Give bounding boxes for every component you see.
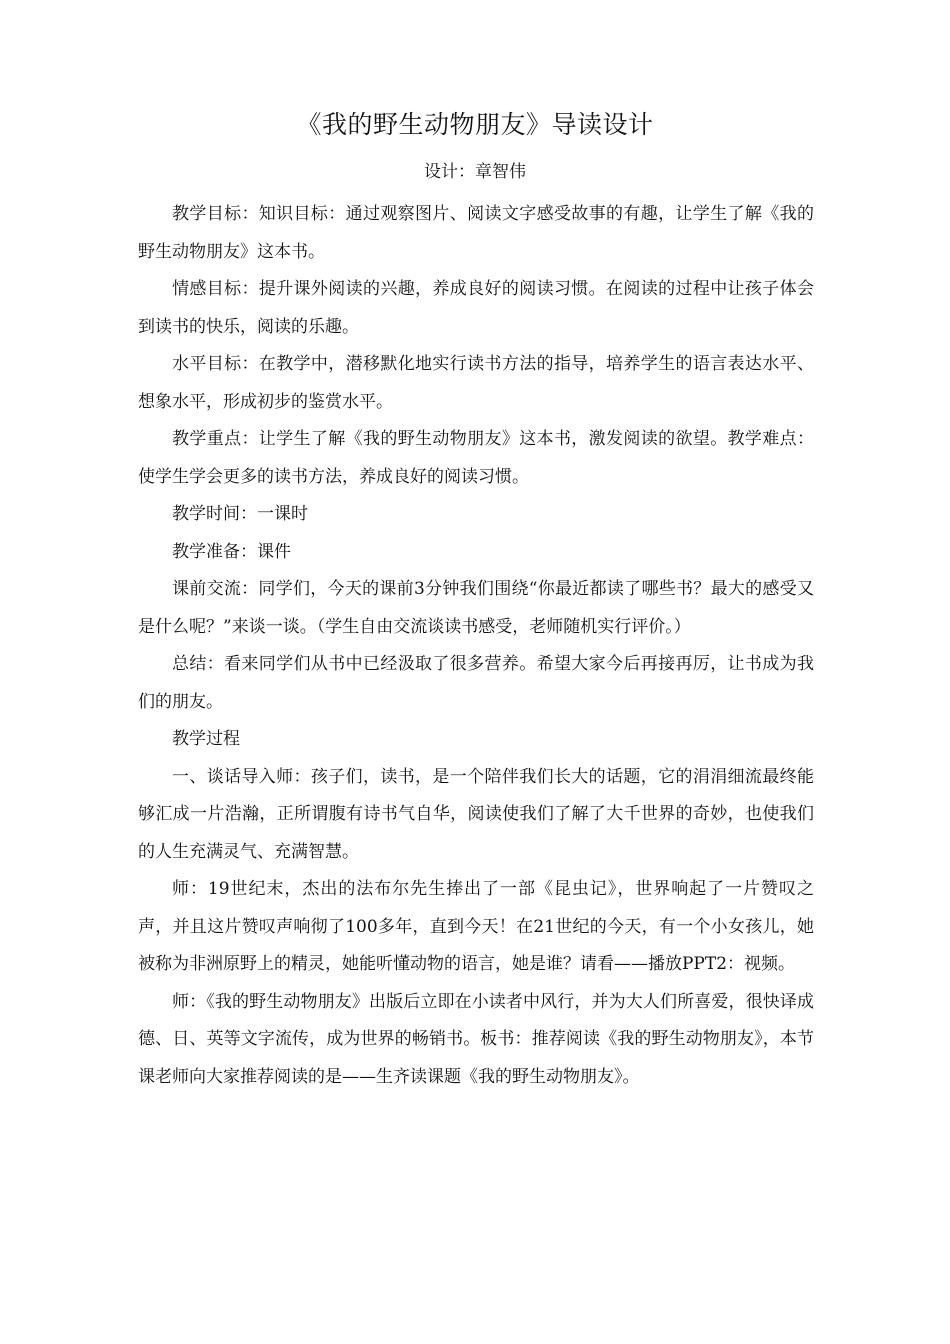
paragraph-pre-class-talk: 课前交流：同学们，今天的课前3分钟我们围绕“你最近都读了哪些书？最大的感受又是什么呢？”来谈一谈。（学生自由交流谈读书感受，老师随机实行评价。） bbox=[138, 579, 814, 637]
paragraph-process-heading: 教学过程 bbox=[172, 729, 240, 749]
paragraph-emotion-goal: 情感目标：提升课外阅读的兴趣，养成良好的阅读习惯。在阅读的过程中让孩子体会到读书的快乐，阅读的乐趣。 bbox=[138, 279, 814, 337]
paragraph-book-recommendation: 师：《我的野生动物朋友》出版后立即在小读者中风行，并为大人们所喜爱，很快译成德、日、英等文字流传，成为世界的畅销书。板书：推荐阅读《我的野生动物朋友》，本节课老师向大家推荐阅读的是——生齐读课题《我的野生动物朋友》。 bbox=[138, 991, 814, 1087]
document-title: 《我的野生动物朋友》导读设计 bbox=[296, 110, 654, 139]
paragraph-teaching-prep: 教学准备：课件 bbox=[172, 541, 291, 562]
paragraph-knowledge-goal: 教学目标：知识目标：通过观察图片、阅读文字感受故事的有趣，让学生了解《我的野生动物朋友》这本书。 bbox=[138, 204, 814, 262]
paragraph-summary: 总结：看来同学们从书中已经汲取了很多营养。希望大家今后再接再厉，让书成为我们的朋友。 bbox=[138, 654, 814, 712]
paragraph-key-points: 教学重点：让学生了解《我的野生动物朋友》这本书，激发阅读的欲望。教学难点：使学生学会更多的读书方法，养成良好的阅读习惯。 bbox=[138, 429, 814, 487]
paragraph-ability-goal: 水平目标：在教学中，潜移默化地实行读书方法的指导，培养学生的语言表达水平、想象水平，形成初步的鉴赏水平。 bbox=[138, 354, 814, 412]
paragraph-teaching-time: 教学时间：一课时 bbox=[172, 504, 308, 524]
author-line: 设计：章智伟 bbox=[424, 162, 526, 182]
paragraph-fabre: 师：19世纪末，杰出的法布尔先生捧出了一部《昆虫记》，世界响起了一片赞叹之声，并且这片赞叹声响彻了100多年，直到今天！在21世纪的今天，有一个小女孩儿，她被称为非洲原野上的精灵，她能听懂动物的语言，她是谁？请看——播放PPT2：视频。 bbox=[138, 879, 814, 974]
document-body bbox=[138, 196, 814, 1096]
paragraph-introduction: 一、谈话导入师：孩子们，读书，是一个陪伴我们长大的话题，它的涓涓细流最终能够汇成一片浩瀚，正所谓腹有诗书气自华，阅读使我们了解了大千世界的奇妙，也使我们的人生充满灵气、充满智慧。 bbox=[138, 766, 814, 862]
